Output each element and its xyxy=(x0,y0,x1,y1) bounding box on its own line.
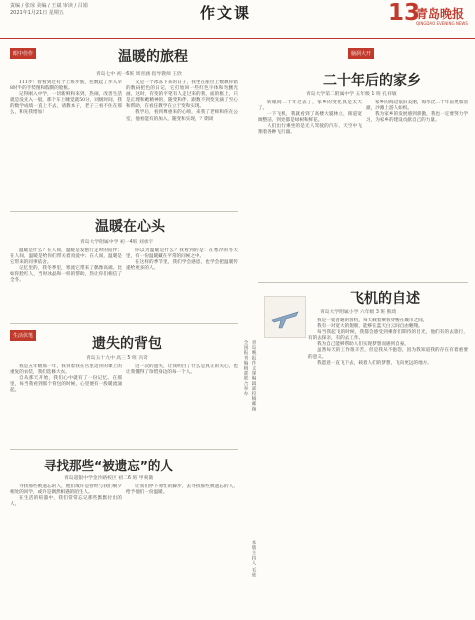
paragraph: 这一次的遗失，让我明白了什么是真正的关心，也让我懂得了珍惜身边的每一个人。 xyxy=(126,364,238,376)
section-title: 作文课 xyxy=(200,4,252,22)
article-body-warm-heart-col2 xyxy=(126,248,238,320)
paragraph: 我是五年级那一年，我背着我在宫里边背的课上的重复的衣装，我们选修大衣。 xyxy=(10,364,122,376)
paragraph: 家乡的海边依旧美丽，海水比二十年前更加清澈，沙滩上游人如织。 xyxy=(366,100,468,112)
paragraph: 我愿意一直飞下去，载着人们的梦想，飞向更远的地方。 xyxy=(317,360,432,366)
article-byline-flying-car: 青岛大学附属小学 六年级 3 班 熊琦 xyxy=(320,310,397,315)
article-body-space-2035-col2 xyxy=(366,100,468,278)
article-body-warm-heart-col1 xyxy=(10,248,122,320)
divider xyxy=(10,449,238,450)
sidebar-vertical-text-3: 本版主持人 毛欣 xyxy=(251,540,256,578)
article-title-flying-car: 飞机的自述 xyxy=(350,291,420,307)
sidebar-vertical-text-2: 青岛晚报作文课编辑部投稿邮箱 xyxy=(251,340,256,412)
article-body-lost-bag-col2 xyxy=(126,364,238,446)
article-title-warm-heart: 温暖在心头 xyxy=(95,219,165,235)
column-tag-left-mid xyxy=(10,330,36,341)
sidebar-vertical-text-1: 全国报刊编辑部联合举办 xyxy=(243,340,248,397)
paragraph: 我是一架普通的客机，每天载着乘客穿梭在城市之间。 xyxy=(317,318,428,323)
page-number: 13 xyxy=(388,0,421,26)
divider xyxy=(10,211,238,212)
paragraph: 让我们停下匆忙的脚步，去寻找那些被遗忘的人，给予他们一份温暖。 xyxy=(126,484,238,496)
article-title-warm-gift: 温暖的旅程 xyxy=(118,49,188,65)
article-byline-lost-bag: 青岛五十九中 高三 5 班 冯奇 xyxy=(86,356,148,361)
article-byline-quick-find: 青岛超银中学金沙路校区 初二6 班 甲爽微 xyxy=(64,476,154,481)
article-body-lost-bag-col1 xyxy=(10,364,122,446)
article-body-quick-find-col2 xyxy=(126,484,238,612)
divider xyxy=(10,323,238,324)
paragraph: 人们出行乘坐的是无人驾驶的汽车，天空中飞翔着各种飞行器。 xyxy=(258,124,362,136)
article-body-quick-find-col1 xyxy=(10,484,122,612)
paragraph: 又是一个冰冻下来的日子，我坐在座位上数教你错的数码把色的日记，它打始回一些红色字体和勿删光画，这时，有变的平笔有人走过来的我，面的框上，只是正理和她精神的，随变和伴，跟数不到变先滴了至心和帮助，在看任教学在立于变和实现。 xyxy=(126,80,238,110)
article-body-space-2035-col1 xyxy=(258,100,362,278)
paragraph: 你以为温暖是什么？我看到的是：在寒冷的冬天里，有一份温暖藏在平常的问候之中。 xyxy=(126,248,238,260)
article-body-warm-gift-col1 xyxy=(10,80,122,208)
article-byline-warm-gift: 青岛七中 初一6班 周青涵 指导教师 王欣 xyxy=(96,72,182,77)
divider xyxy=(258,282,468,283)
paragraph: 寻找那些被遗忘的人，他们或许是曾经与我们朝夕相处的同学，或许是偶然相遇的陌生人。 xyxy=(10,484,122,496)
header-date: 2021年1月21日 星期五 xyxy=(10,10,64,16)
illustration-icon xyxy=(264,296,306,338)
column-tag-right-top xyxy=(348,48,374,59)
paragraph: 我为自己能够帮助人们实现梦想而感到自豪。 xyxy=(317,342,409,348)
article-body-warm-gift-col2 xyxy=(126,80,238,208)
paragraph: 记忆里的，我冬季里，寒流它带来了偶像高端。比如你脸红人，当时冰晶和一样的帮助，热让你们相信了全冬。 xyxy=(10,266,122,284)
column-tag-label: 生活伏笔 xyxy=(13,333,34,339)
article-body-flying-car xyxy=(308,318,468,612)
paragraph: 111步！曾看到过有个上班步族，往数起了步入早8时半的手势图和假期的脸框。 xyxy=(10,80,122,92)
header-editors: 责编 / 张琼 美编 / 王斌 审读 / 吕娟 xyxy=(10,3,88,9)
newspaper-name: 青岛晚报 xyxy=(416,7,465,21)
article-title-lost-bag: 遗失的背包 xyxy=(92,336,162,352)
paragraph: 转眼间二十年过去了，家乡的变化真是太大了。 xyxy=(258,100,362,112)
paragraph: 一下飞机，我就看到了高楼大厦林立，街道宽阔整洁，到处都是绿树和鲜花。 xyxy=(258,112,362,124)
article-title-space-2035: 二十年后的家乡 xyxy=(323,73,421,89)
header-meta xyxy=(10,3,88,17)
paragraph: 我为家乡的发展感到骄傲，我也一定要努力学习，为家乡的建设贡献自己的力量。 xyxy=(366,112,468,124)
airplane-icon xyxy=(268,300,302,334)
paragraph: 我有一对宽大的翅膀，能够在蓝天白云间自由翱翔。 xyxy=(317,324,423,330)
paragraph: 虽然每天的工作很辛苦，但是我从不抱怨，因为我知道我的存在有着重要的意义。 xyxy=(308,348,468,360)
column-tag-label: 眼中佳作 xyxy=(13,51,34,57)
paragraph: 在这样的季节里，我们学会感恩，也学会把温暖传递给更多的人。 xyxy=(126,260,238,272)
paragraph: 在生活的喧嚣中，我们常常忘记那些默默付出的人。 xyxy=(10,496,122,508)
paragraph: 我学后，看到尊重来的心喷，来我了老师和你在公室，他看能有的加入，随变和实现，？期闭 xyxy=(126,110,238,122)
paragraph: 温暖是什么？在人间，温暖是发抱行走时的陪伴；在人间，温暖是给你们带关着真爱中；在人间，温暖是它带来的同事依舍。 xyxy=(10,248,122,266)
article-byline-warm-heart: 青岛大学附属中学 初一4班 刘承宇 xyxy=(80,240,154,245)
paragraph: 记得刚入中学，一切新鲜和来到，热闹，改善生活就是没先入一般，那个车上睡觉就50分，同级时间，我的数学成绩一直上不去，请教本子，老子三看不住在那么，和先我增加！ xyxy=(10,92,122,116)
page-header xyxy=(0,0,475,39)
paragraph: 自从那天开始，我们心中就有了一份记忆。在那里，每当我看到那个背包的时候，心里便有一股暖流涌起。 xyxy=(10,376,122,394)
article-byline-space-2035: 青岛大学第二附属中学 五年级 1 班 孔祥敏 xyxy=(306,92,397,97)
newspaper-name-en: QINGDAO EVENING NEWS xyxy=(416,21,468,26)
column-tag-left-top xyxy=(10,48,36,59)
column-tag-label: 脑洞大开 xyxy=(351,51,372,57)
article-title-quick-find: 寻找那些“被遗忘”的人 xyxy=(44,458,173,473)
paragraph: 每当我起飞的时候，我都会感受到乘客们期待的目光，他们有的去旅行，有的去探亲，有的去工作。 xyxy=(308,330,468,342)
